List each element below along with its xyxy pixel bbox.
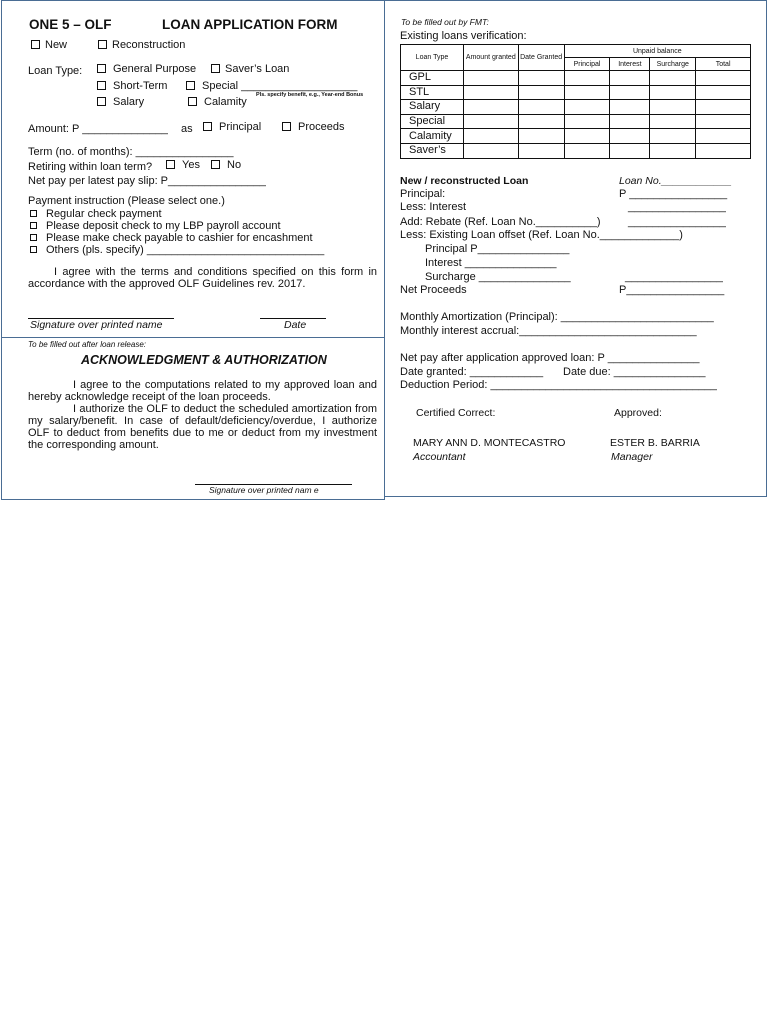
retiring-yes-option[interactable]: Yes: [166, 159, 200, 171]
table-cell[interactable]: [610, 71, 650, 86]
retiring-no-option[interactable]: No: [211, 159, 241, 171]
approved-label: Approved:: [614, 407, 662, 419]
table-cell[interactable]: [650, 85, 696, 100]
row-label-salary: Salary: [401, 100, 464, 115]
payment-others-checkbox[interactable]: [30, 246, 37, 253]
table-cell[interactable]: [564, 129, 610, 144]
table-cell[interactable]: [463, 85, 518, 100]
offset-interest-field[interactable]: Interest _______________: [425, 257, 557, 269]
retiring-yes-checkbox[interactable]: [166, 160, 175, 169]
header-amount-granted: Amount granted: [463, 45, 518, 71]
row-label-savers: Saver’s: [401, 143, 464, 158]
table-cell[interactable]: [650, 114, 696, 129]
table-cell[interactable]: [518, 143, 564, 158]
loan-no-field[interactable]: Loan No.____________: [619, 175, 732, 187]
ack-paragraph-1: I agree to the computations related to my approved loan and hereby acknowledge receipt of the loan proceeds.: [28, 379, 377, 403]
row-label-gpl: GPL: [401, 71, 464, 86]
payment-regular-checkbox[interactable]: [30, 210, 37, 217]
table-cell[interactable]: [696, 114, 751, 129]
certified-label: Certified Correct:: [416, 407, 496, 419]
manager-title: Manager: [611, 451, 653, 463]
table-cell[interactable]: [564, 71, 610, 86]
applicant-signature-label: Signature over printed name: [30, 319, 163, 331]
loan-type-salary[interactable]: Salary: [97, 96, 144, 108]
principal-value-field[interactable]: P ________________: [619, 188, 728, 200]
retiring-no-checkbox[interactable]: [211, 160, 220, 169]
table-cell[interactable]: [564, 100, 610, 115]
term-field[interactable]: Term (no. of months): ________________: [28, 146, 234, 158]
table-cell[interactable]: [696, 85, 751, 100]
deduction-period-field[interactable]: Deduction Period: _____________________________________: [400, 379, 717, 391]
table-row: [401, 114, 751, 129]
proceeds-option[interactable]: Proceeds: [282, 121, 344, 133]
savers-loan-checkbox[interactable]: [211, 64, 220, 73]
ack-paragraph-2: I authorize the OLF to deduct the scheduled amortization from my salary/benefit. In case of default/deficiency/overdue, I authorize OLF to deduct from benefits due to me or deduct from my investment the corresponding amount.: [28, 403, 377, 451]
retiring-label: Retiring within loan term?: [28, 161, 153, 173]
payment-option-cashier[interactable]: Please make check payable to cashier for encashment: [30, 232, 313, 244]
table-cell[interactable]: [610, 85, 650, 100]
table-row: [401, 85, 751, 100]
header-total: Total: [696, 58, 751, 71]
table-row: [401, 129, 751, 144]
header-surcharge: Surcharge: [650, 58, 696, 71]
row-label-special: Special: [401, 114, 464, 129]
agreement-text: I agree with the terms and conditions specified on this form in accordance with the approved OLF Guidelines rev. 2017.: [28, 266, 377, 290]
table-cell[interactable]: [650, 71, 696, 86]
header-date-granted: Date Granted: [518, 45, 564, 71]
payment-deposit-checkbox[interactable]: [30, 222, 37, 229]
table-cell[interactable]: [650, 143, 696, 158]
payment-option-deposit[interactable]: Please deposit check to my LBP payroll account: [30, 220, 281, 232]
table-cell[interactable]: [463, 129, 518, 144]
after-release-note: To be filled out after loan release:: [28, 340, 147, 349]
table-cell[interactable]: [564, 114, 610, 129]
table-row: [401, 100, 751, 115]
loan-type-calamity[interactable]: Calamity: [188, 96, 247, 108]
accountant-title: Accountant: [413, 451, 466, 463]
table-cell[interactable]: [650, 100, 696, 115]
table-cell[interactable]: [650, 129, 696, 144]
table-cell[interactable]: [463, 114, 518, 129]
reconstruction-checkbox[interactable]: [98, 40, 107, 49]
header-interest: Interest: [610, 58, 650, 71]
table-cell[interactable]: [463, 71, 518, 86]
net-proceeds-label: Net Proceeds: [400, 284, 467, 296]
fmt-note: To be filled out by FMT:: [401, 17, 489, 27]
table-cell[interactable]: [518, 71, 564, 86]
net-proceeds-value-field[interactable]: P________________: [619, 284, 725, 296]
table-cell[interactable]: [696, 71, 751, 86]
as-label: as: [181, 123, 193, 135]
new-option[interactable]: New: [31, 39, 67, 51]
header-unpaid-balance: Unpaid balance: [564, 45, 750, 58]
special-checkbox[interactable]: [186, 81, 195, 90]
less-interest-value-field[interactable]: ________________: [628, 201, 726, 213]
surcharge-value-field[interactable]: ________________: [625, 271, 723, 283]
new-checkbox[interactable]: [31, 40, 40, 49]
date-granted-field[interactable]: Date granted: ____________: [400, 366, 544, 378]
existing-loans-table: [400, 44, 751, 159]
table-cell[interactable]: [564, 143, 610, 158]
table-cell[interactable]: [610, 143, 650, 158]
netpay-field[interactable]: Net pay per latest pay slip: P________________: [28, 175, 266, 187]
calamity-checkbox[interactable]: [188, 97, 197, 106]
verification-title: Existing loans verification:: [400, 30, 527, 42]
table-cell[interactable]: [696, 143, 751, 158]
table-cell[interactable]: [564, 85, 610, 100]
payment-cashier-checkbox[interactable]: [30, 234, 37, 241]
netpay-after-field[interactable]: Net pay after application approved loan: P _______________: [400, 352, 700, 364]
loan-type-special[interactable]: Special ___________________: [186, 80, 357, 92]
table-cell[interactable]: [518, 129, 564, 144]
loan-type-label: Loan Type:: [28, 65, 83, 77]
date-due-field[interactable]: Date due: _______________: [563, 366, 706, 378]
table-cell[interactable]: [463, 143, 518, 158]
form-title: LOAN APPLICATION FORM: [162, 17, 338, 32]
row-label-calamity: Calamity: [401, 129, 464, 144]
offset-surcharge-field[interactable]: Surcharge _______________: [425, 271, 571, 283]
manager-name: ESTER B. BARRIA: [610, 437, 700, 449]
ack-signature-label: Signature over printed nam e: [209, 485, 319, 495]
row-label-stl: STL: [401, 85, 464, 100]
principal-option[interactable]: Principal: [203, 121, 261, 133]
table-row: [401, 143, 751, 158]
table-cell[interactable]: [610, 129, 650, 144]
header-loan-type: Loan Type: [401, 45, 464, 71]
offset-principal-field[interactable]: Principal P_______________: [425, 243, 570, 255]
principal-checkbox[interactable]: [203, 122, 212, 131]
table-cell[interactable]: [463, 100, 518, 115]
loan-type-general-purpose[interactable]: General Purpose: [97, 63, 196, 75]
table-cell[interactable]: [696, 100, 751, 115]
salary-checkbox[interactable]: [97, 97, 106, 106]
payment-option-others[interactable]: Others (pls. specify) _____________________________: [30, 244, 324, 256]
table-cell[interactable]: [696, 129, 751, 144]
loan-type-savers[interactable]: Saver’s Loan: [211, 63, 289, 75]
general-purpose-checkbox[interactable]: [97, 64, 106, 73]
add-rebate-value-field[interactable]: ________________: [628, 216, 726, 228]
table-cell[interactable]: [518, 85, 564, 100]
table-cell[interactable]: [610, 114, 650, 129]
table-cell[interactable]: [518, 100, 564, 115]
new-recon-title: New / reconstructed Loan: [400, 175, 529, 187]
proceeds-checkbox[interactable]: [282, 122, 291, 131]
header-principal: Principal: [564, 58, 610, 71]
table-cell[interactable]: [518, 114, 564, 129]
ack-title: ACKNOWLEDGMENT & AUTHORIZATION: [81, 353, 327, 367]
less-interest-label: Less: Interest: [400, 201, 467, 213]
table-row: [401, 71, 751, 86]
less-offset-label[interactable]: Less: Existing Loan offset (Ref. Loan No._____________): [400, 229, 683, 241]
short-term-checkbox[interactable]: [97, 81, 106, 90]
monthly-amortization-field[interactable]: Monthly Amortization (Principal): _________________________: [400, 311, 714, 323]
amount-field[interactable]: Amount: P ______________: [28, 123, 168, 135]
accountant-name: MARY ANN D. MONTECASTRO: [413, 437, 566, 449]
monthly-interest-field[interactable]: Monthly interest accrual:_____________________________: [400, 325, 697, 337]
table-cell[interactable]: [610, 100, 650, 115]
reconstruction-option[interactable]: Reconstruction: [98, 39, 185, 51]
special-note: Pls. specify benefit, e.g., Year-end Bonus: [256, 92, 364, 98]
date-label: Date: [284, 319, 307, 331]
principal-label: Principal:: [400, 188, 446, 200]
payment-option-regular[interactable]: Regular check payment: [30, 208, 162, 220]
org-title: ONE 5 – OLF: [29, 17, 112, 32]
loan-type-short-term[interactable]: Short-Term: [97, 80, 167, 92]
payment-instruction-title: Payment instruction (Please select one.): [28, 195, 225, 207]
add-rebate-label[interactable]: Add: Rebate (Ref. Loan No.__________): [400, 216, 601, 228]
